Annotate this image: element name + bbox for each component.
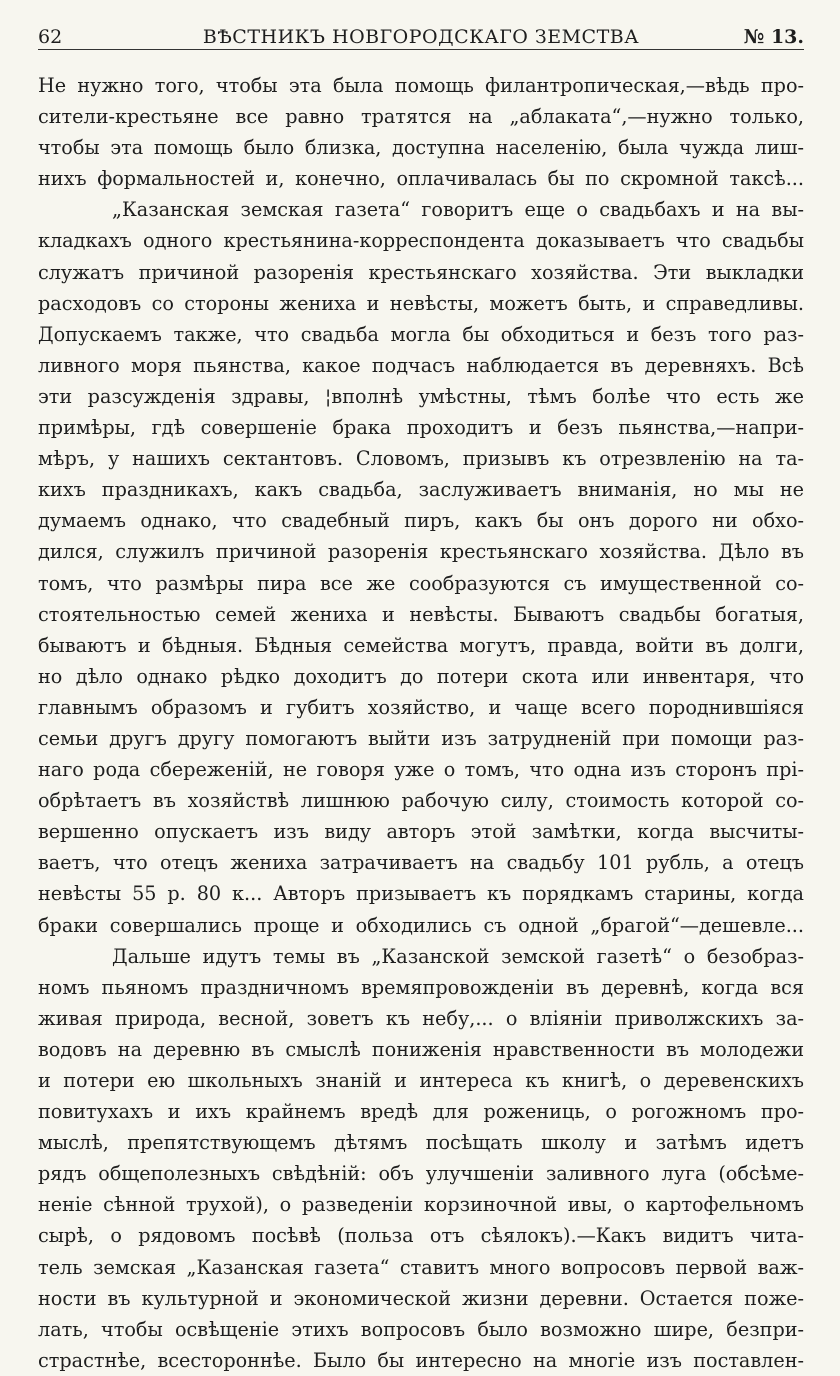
text-line: сители-крестьяне все равно тратятся на „аблаката“,—нужно только, (38, 105, 804, 129)
text-line: дился, служилъ причиной разоренія крестьянскаго хозяйства. Дѣло въ (38, 540, 804, 564)
text-line: рядъ общеполезныхъ свѣдѣній: объ улучшеніи заливного луга (обсѣме- (38, 1162, 804, 1186)
text-line: лать, чтобы освѣщеніе этихъ вопросовъ было возможно шире, безпри- (38, 1317, 804, 1341)
text-line: бываютъ и бѣдныя. Бѣдныя семейства могутъ, правда, войти въ долги, (38, 633, 804, 657)
text-line: стоятельностью семей жениха и невѣсты. Бываютъ свадьбы богатыя, (38, 602, 804, 626)
text-line: водовъ на деревню въ смыслѣ пониженія нравственности въ молодежи (38, 1037, 804, 1061)
text-line: кихъ праздникахъ, какъ свадьба, заслуживаетъ вниманія, но мы не (38, 478, 804, 502)
text-line: но дѣло однако рѣдко доходитъ до потери скота или инвентаря, что (38, 664, 804, 688)
text-line: повитухахъ и ихъ крайнемъ вредѣ для рожениць, о рогожномъ про- (38, 1100, 804, 1124)
text-line: обрѣтаетъ въ хозяйствѣ лишнюю рабочую силу, стоимость которой со- (38, 789, 804, 813)
text-line: страстнѣе, всестороннѣе. Было бы интересно на многіе изъ поставлен- (38, 1348, 804, 1372)
text-line: семьи другъ другу помогаютъ выйти изъ затрудненій при помощи раз- (38, 726, 804, 750)
text-line: ности въ культурной и экономической жизни деревни. Остается поже- (38, 1286, 804, 1310)
text-line: кладкахъ одного крестьянина-корреспондента доказываетъ что свадьбы (38, 229, 804, 253)
issue-number: № 13. (743, 26, 804, 48)
text-line: „Казанская земская газета“ говоритъ еще о свадьбахъ и на вы- (112, 198, 804, 222)
text-line: мѣръ, у нашихъ сектантовъ. Словомъ, призывъ къ отрезвленію на та- (38, 447, 804, 471)
page-number: 62 (38, 26, 63, 48)
text-line: нихъ формальностей и, конечно, оплачивалась бы по скромной таксѣ... (38, 167, 804, 191)
text-line: Дальше идутъ темы въ „Казанской земской газетѣ“ о безобраз- (112, 944, 804, 968)
text-line: ливного моря пьянства, какое подчасъ наблюдается въ деревняхъ. Всѣ (38, 353, 804, 377)
text-line: главнымъ образомъ и губитъ хозяйство, и чаще всего породнившіяся (38, 695, 804, 719)
text-line: номъ пьяномъ праздничномъ времяпровожденіи въ деревнѣ, когда вся (38, 975, 804, 999)
text-line: чтобы эта помощь было близка, доступна населенію, была чужда лиш- (38, 136, 804, 160)
text-line: томъ, что размѣры пира все же сообразуются съ имущественной со- (38, 571, 804, 595)
running-title: ВѢСТНИКЪ НОВГОРОДСКАГО ЗЕМСТВА (202, 26, 640, 48)
text-line: живая природа, весной, зоветъ къ небу,... о вліяніи приволжскихъ за- (38, 1006, 804, 1030)
text-line: неніе сѣнной трухой), о разведеніи корзиночной ивы, о картофельномъ (38, 1193, 804, 1217)
header-rule (38, 49, 804, 50)
text-line: примѣры, гдѣ совершеніе брака проходитъ и безъ пьянства,—напри- (38, 416, 804, 440)
text-line: расходовъ со стороны жениха и невѣсты, можетъ быть, и справедливы. (38, 291, 804, 315)
text-line: тель земская „Казанская газета“ ставитъ много вопросовъ первой важ- (38, 1255, 804, 1279)
article-body (38, 70, 804, 1376)
text-line: сырѣ, о рядовомъ посѣвѣ (польза отъ сѣялокъ).—Какъ видитъ чита- (38, 1224, 804, 1248)
text-line: служатъ причиной разоренія крестьянскаго хозяйства. Эти выкладки (38, 260, 804, 284)
text-line: невѣсты 55 р. 80 к... Авторъ призываетъ къ порядкамъ старины, когда (38, 882, 804, 906)
text-line: эти разсужденія здравы, ¦вполнѣ умѣстны, тѣмъ болѣе что есть же (38, 384, 804, 408)
text-line: и потери ею школьныхъ знаній и интереса къ книгѣ, о деревенскихъ (38, 1069, 804, 1092)
text-line: ваетъ, что отецъ жениха затрачиваетъ на свадьбу 101 рубль, а отецъ (38, 851, 804, 875)
text-line: думаемъ однако, что свадебный пиръ, какъ бы онъ дорого ни обхо- (38, 509, 804, 533)
text-line: вершенно опускаетъ изъ виду авторъ этой замѣтки, когда высчиты- (38, 820, 804, 844)
text-line: Не нужно того, чтобы эта была помощь филантропическая,—вѣдь про- (38, 74, 804, 97)
text-line: браки совершались проще и обходились съ одной „брагой“—дешевле... (38, 913, 804, 937)
text-line: Допускаемъ также, что свадьба могла бы обходиться и безъ того раз- (38, 322, 804, 346)
text-line: мыслѣ, препятствующемъ дѣтямъ посѣщать школу и затѣмъ идетъ (38, 1131, 804, 1155)
text-line: наго рода сбереженій, не говоря уже о томъ, что одна изъ сторонъ прі- (38, 758, 804, 782)
